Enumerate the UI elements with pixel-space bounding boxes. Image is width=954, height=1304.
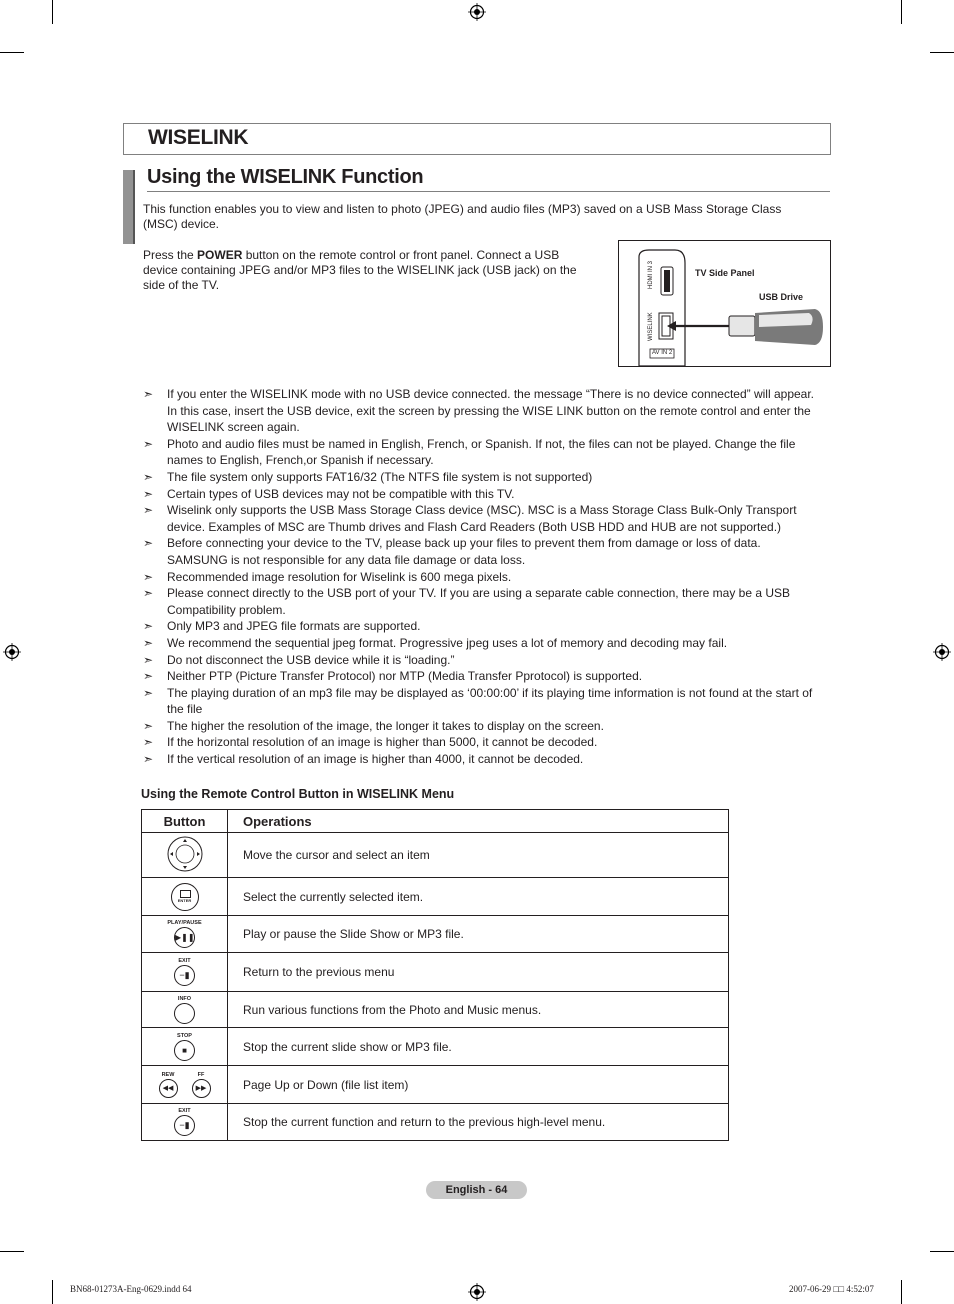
footer-timestamp: 2007-06-29 □□ 4:52:07 xyxy=(789,1284,874,1294)
operation-text: Return to the previous menu xyxy=(228,953,729,992)
divider xyxy=(147,191,830,192)
stop-button-icon: ■ xyxy=(174,1040,195,1061)
table-row xyxy=(142,992,729,1028)
crop-mark xyxy=(930,1251,954,1252)
note-text: If the horizontal resolution of an image is higher than 5000, it cannot be decoded. xyxy=(167,735,598,750)
note-arrow-icon: ➣ xyxy=(143,536,154,551)
subsection-title: Using the WISELINK Function xyxy=(147,166,424,188)
column-header-operations: Operations xyxy=(228,810,729,833)
note-item xyxy=(143,618,823,635)
operation-text: Stop the current function and return to the previous high-level menu. xyxy=(228,1104,729,1141)
note-item xyxy=(143,668,823,685)
crop-mark xyxy=(930,52,954,53)
note-arrow-icon: ➣ xyxy=(143,503,154,518)
section-title: WISELINK xyxy=(148,126,249,149)
footer-file-name: BN68-01273A-Eng-0629.indd 64 xyxy=(70,1284,192,1294)
crop-mark xyxy=(901,1280,902,1304)
registration-mark-icon xyxy=(468,1283,486,1301)
crop-mark xyxy=(52,0,53,24)
table-row xyxy=(142,953,729,992)
press-text: Press the xyxy=(143,248,198,262)
exit-button-icon: −▮ xyxy=(174,1115,195,1136)
note-item xyxy=(143,386,823,436)
note-text: Do not disconnect the USB device while it is “loading.” xyxy=(167,652,455,667)
button-caption: REW xyxy=(161,1071,175,1078)
note-text: Wiselink only supports the USB Mass Storage Class device (MSC). MSC is a Mass Storage Class Bulk-Only Transport device. Examples of MSC are Thumb drives and Flash Card Readers (Both USB HDD and HUB are not supported.) xyxy=(167,503,797,534)
operation-text: Move the cursor and select an item xyxy=(228,833,729,878)
table-title: Using the Remote Control Button in WISELINK Menu xyxy=(141,787,455,801)
note-item xyxy=(143,569,823,586)
note-item xyxy=(143,436,823,469)
operation-text: Play or pause the Slide Show or MP3 file. xyxy=(228,916,729,953)
table-row xyxy=(142,878,729,916)
button-caption: FF xyxy=(197,1071,205,1078)
operation-text: Select the currently selected item. xyxy=(228,878,729,916)
note-arrow-icon: ➣ xyxy=(143,652,154,667)
note-text: If you enter the WISELINK mode with no USB device connected. the message “There is no device connected” will appear. In this case, insert the USB device, exit the screen by pressing the WISE LINK button on the remote control and enter the WISELINK screen again. xyxy=(167,387,815,435)
note-arrow-icon: ➣ xyxy=(143,718,154,733)
registration-mark-icon xyxy=(3,643,21,661)
note-text: Neither PTP (Picture Transfer Protocol) nor MTP (Media Transfer Pprotocol) is supported. xyxy=(167,669,643,684)
tv-side-panel-illustration xyxy=(619,241,830,366)
note-text: If the vertical resolution of an image is higher than 4000, it cannot be decoded. xyxy=(167,752,584,767)
note-text: Photo and audio files must be named in English, French, or Spanish. If not, the files can not be played. Change the file names to English, French,or Spanish if necessary. xyxy=(167,436,796,468)
column-header-button: Button xyxy=(142,810,228,833)
note-arrow-icon: ➣ xyxy=(143,586,154,601)
enter-button-icon: ENTER xyxy=(171,883,199,911)
note-arrow-icon: ➣ xyxy=(143,669,154,684)
registration-mark-icon xyxy=(933,643,951,661)
button-caption: EXIT xyxy=(178,958,191,964)
note-item xyxy=(143,751,823,768)
table-row xyxy=(142,1104,729,1141)
note-arrow-icon: ➣ xyxy=(143,436,154,451)
table-row xyxy=(142,916,729,953)
av-port-label: AV IN 2 xyxy=(652,350,673,356)
page-number: English - 64 xyxy=(426,1181,527,1199)
note-arrow-icon: ➣ xyxy=(143,387,154,401)
info-button-icon xyxy=(174,1003,195,1024)
crop-mark xyxy=(0,52,24,53)
ff-button-icon: ▶▶ xyxy=(192,1079,211,1098)
note-arrow-icon: ➣ xyxy=(143,685,154,700)
rew-button-icon: ◀◀ xyxy=(159,1079,178,1098)
play-pause-button-icon: ▶❚❚ xyxy=(174,927,195,948)
note-item xyxy=(143,502,823,535)
notes-list xyxy=(143,386,823,768)
operation-text: Page Up or Down (file list item) xyxy=(228,1066,729,1104)
note-text: Only MP3 and JPEG file formats are supported. xyxy=(167,619,421,634)
note-text: Before connecting your device to the TV, please back up your files to prevent them from damage or loss of data. SAMSUNG is not responsible for any data file damage or data loss. xyxy=(167,536,761,567)
usb-connection-figure xyxy=(618,240,831,367)
operation-text: Stop the current slide show or MP3 file. xyxy=(228,1028,729,1066)
table-row xyxy=(142,1066,729,1104)
tv-side-panel-label: TV Side Panel xyxy=(695,268,755,278)
note-item xyxy=(143,535,823,568)
operation-text: Run various functions from the Photo and Music menus. xyxy=(228,992,729,1028)
crop-mark xyxy=(0,1251,24,1252)
press-text: button on the remote control or front panel. Connect a USB device containing JPEG and/or MP3 files to the WISELINK jack (USB jack) on the side of the TV. xyxy=(143,248,577,292)
table-header-row xyxy=(142,810,729,833)
note-arrow-icon: ➣ xyxy=(143,469,154,484)
button-caption: EXIT xyxy=(178,1108,191,1114)
usb-drive-label: USB Drive xyxy=(759,292,804,302)
note-text: We recommend the sequential jpeg format. Progressive jpeg uses a lot of memory and decoding may fail. xyxy=(167,635,728,650)
table-row xyxy=(142,1028,729,1066)
note-arrow-icon: ➣ xyxy=(143,635,154,650)
note-item xyxy=(143,486,823,503)
intro-paragraph: This function enables you to view and listen to photo (JPEG) and audio files (MP3) saved on a USB Mass Storage Class (MSC) device. xyxy=(143,202,782,231)
note-arrow-icon: ➣ xyxy=(143,752,154,767)
note-item xyxy=(143,469,823,486)
note-text: Recommended image resolution for Wiselink is 600 mega pixels. xyxy=(167,569,512,584)
direction-pad-icon xyxy=(166,835,204,873)
note-text: Please connect directly to the USB port of your TV. If you are using a separate cable connection, there may be a USB Compatibility problem. xyxy=(167,586,791,617)
note-item xyxy=(143,635,823,652)
table-row xyxy=(142,833,729,878)
power-keyword: POWER xyxy=(197,248,243,262)
remote-buttons-table xyxy=(141,809,729,1141)
crop-mark xyxy=(52,1280,53,1304)
press-paragraph xyxy=(143,248,588,293)
note-item xyxy=(143,585,823,618)
note-text: The file system only supports FAT16/32 (The NTFS file system is not supported) xyxy=(167,469,593,484)
exit-button-icon: −▮ xyxy=(174,965,195,986)
note-text: The playing duration of an mp3 file may be displayed as ‘00:00:00’ if its playing time information is not found at the start of the file xyxy=(167,685,813,717)
note-item xyxy=(143,718,823,735)
note-arrow-icon: ➣ xyxy=(143,735,154,750)
note-arrow-icon: ➣ xyxy=(143,619,154,634)
note-arrow-icon: ➣ xyxy=(143,569,154,584)
button-caption: STOP xyxy=(177,1032,192,1039)
button-caption: INFO xyxy=(177,995,192,1002)
subsection-accent-bar xyxy=(133,170,135,244)
wiselink-port-label: WISELINK xyxy=(648,312,654,341)
note-text: The higher the resolution of the image, the longer it takes to display on the screen. xyxy=(167,718,604,733)
note-text: Certain types of USB devices may not be compatible with this TV. xyxy=(167,486,515,501)
note-arrow-icon: ➣ xyxy=(143,486,154,501)
note-item xyxy=(143,652,823,669)
note-item xyxy=(143,685,823,718)
hdmi-port-label: HDMI IN 3 xyxy=(648,260,654,289)
button-caption: PLAY/PAUSE xyxy=(167,920,202,926)
note-item xyxy=(143,734,823,751)
crop-mark xyxy=(901,0,902,24)
registration-mark-icon xyxy=(468,3,486,21)
